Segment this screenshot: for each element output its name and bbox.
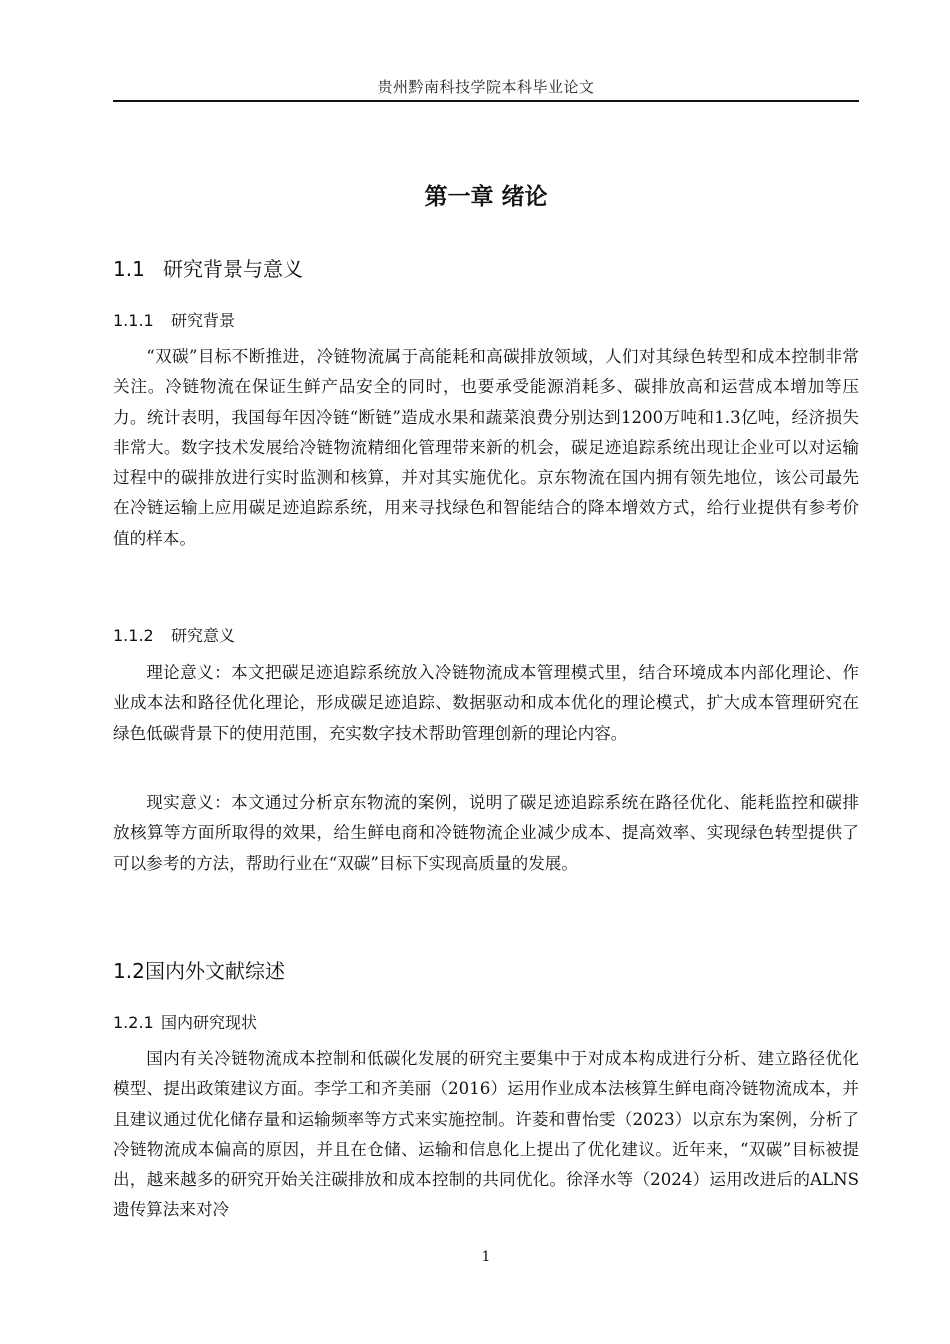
section-heading-1-1: [113, 253, 303, 282]
subsection-title: 国内研究现状: [161, 1013, 258, 1032]
running-header: 贵州黔南科技学院本科毕业论文: [377, 78, 595, 96]
subsection-title: 研究意义: [171, 626, 236, 645]
section-title: 国内外文献综述: [145, 959, 285, 983]
subsection-title: 研究背景: [171, 311, 236, 330]
subsection-number: 1.1.1: [113, 311, 154, 330]
subsection-number: 1.2.1: [113, 1013, 154, 1032]
section-title: 研究背景与意义: [163, 257, 303, 281]
subsection-heading-1-1-2: [113, 623, 235, 646]
section-number: 1.2: [113, 959, 145, 983]
section-number: 1.1: [113, 257, 145, 281]
paragraph-domestic-research: 国内有关冷链物流成本控制和低碳化发展的研究主要集中于对成本构成进行分析、建立路径优化模型、提出政策建议方面。李学工和齐美丽（2016）运用作业成本法核算生鲜电商冷链物流成本，并且建议通过优化储存量和运输频率等方式来实施控制。许菱和曹怡雯（2023）以京东为案例，分析了冷链物流成本偏高的原因，并且在仓储、运输和信息化上提出了优化建议。近年来，“双碳”目标被提出，越来越多的研究开始关注碳排放和成本控制的共同优化。徐泽水等（2024）运用改进后的ALNS遗传算法来对冷: [113, 1049, 859, 1220]
page-number: 1: [481, 1249, 491, 1265]
subsection-heading-1-1-1: [113, 308, 235, 331]
subsection-number: 1.1.2: [113, 626, 154, 645]
section-heading-1-2: [113, 955, 285, 984]
paragraph-background: “双碳”目标不断推进，冷链物流属于高能耗和高碳排放领域，人们对其绿色转型和成本控制非常关注。冷链物流在保证生鲜产品安全的同时，也要承受能源消耗多、碳排放高和运营成本增加等压力。统计表明，我国每年因冷链“断链”造成水果和蔬菜浪费分别达到1200万吨和1.3亿吨，经济损失非常大。数字技术发展给冷链物流精细化管理带来新的机会，碳足迹追踪系统出现让企业可以对运输过程中的碳排放进行实时监测和核算，并对其实施优化。京东物流在国内拥有领先地位，该公司最先在冷链运输上应用碳足迹追踪系统，用来寻找绿色和智能结合的降本增效方式，给行业提供有参考价值的样本。: [113, 347, 859, 548]
header-rule: [113, 100, 859, 102]
subsection-heading-1-2-1: [113, 1010, 257, 1033]
paragraph-practical-significance: 现实意义：本文通过分析京东物流的案例，说明了碳足迹追踪系统在路径优化、能耗监控和碳排放核算等方面所取得的效果，给生鲜电商和冷链物流企业减少成本、提高效率、实现绿色转型提供了可以参考的方法，帮助行业在“双碳”目标下实现高质量的发展。: [113, 793, 859, 873]
paragraph-theory-significance: 理论意义：本文把碳足迹追踪系统放入冷链物流成本管理模式里，结合环境成本内部化理论、作业成本法和路径优化理论，形成碳足迹追踪、数据驱动和成本优化的理论模式，扩大成本管理研究在绿色低碳背景下的使用范围，充实数字技术帮助管理创新的理论内容。: [113, 663, 859, 743]
chapter-title: 第一章 绪论: [424, 184, 548, 210]
